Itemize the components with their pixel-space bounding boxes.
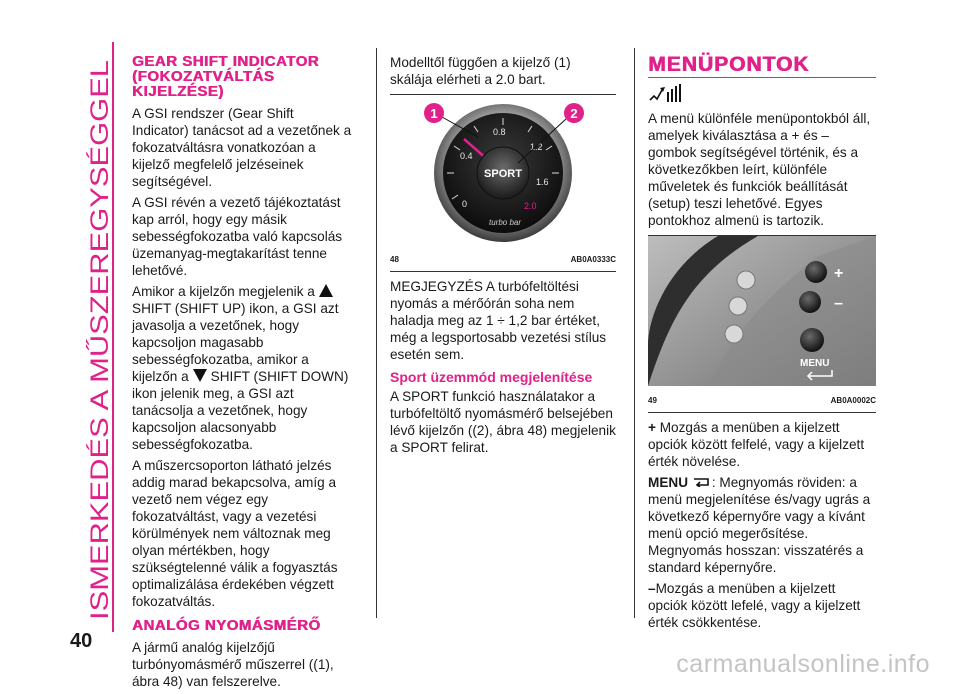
- plus-text: Mozgás a menüben a kijelzett opciók között felfelé, vagy a kijelzett érték növelése.: [648, 420, 865, 469]
- minus-button: [799, 291, 821, 313]
- steering-buttons-illustration: [648, 236, 876, 386]
- gsi-heading-line: (FOKOZATVÁLTÁS: [132, 68, 275, 85]
- gsi-heading-line: KIJELZÉSE): [132, 83, 224, 100]
- menu-button-label: MENU: [800, 358, 830, 369]
- column-divider: [634, 48, 635, 618]
- gsi-heading: [132, 54, 354, 99]
- gsi-heading-line: GEAR SHIFT INDICATOR: [132, 53, 319, 70]
- gsi-paragraph: A GSI révén a vezető tájékoztatást kap arról, hogy egy másik sebességfokozatba való kapcsolás üzemanyag-megtakarítást tenne lehetővé.: [132, 195, 343, 278]
- minus-description: [648, 580, 876, 631]
- figure-49: [648, 235, 876, 413]
- scale-label: 2.0: [524, 201, 537, 211]
- column-menu: [648, 54, 876, 635]
- figure-number: 48: [390, 255, 399, 264]
- minus-symbol: –: [648, 581, 656, 596]
- plus-button: [805, 261, 827, 283]
- sport-mode-paragraph: A SPORT funkció használatakor a turbófeltöltő nyomásmérő belsejében lévő kijelzőn ((2), ábra 48) megjelenik a SPORT felirat.: [390, 389, 616, 455]
- figure-48: [390, 94, 616, 272]
- figure-code: AB0A0002C: [830, 396, 876, 405]
- column-divider: [376, 48, 377, 618]
- plus-symbol: +: [648, 420, 656, 435]
- return-icon: [692, 477, 712, 487]
- note-paragraph: MEGJEGYZÉS A turbófeltöltési nyomás a mérőórán soha nem haladja meg az 1 ÷ 1,2 bar értéket, még a legsportosabb vezetési stílus esetén sem.: [390, 279, 607, 362]
- menu-settings-icon: [648, 84, 682, 104]
- menu-intro-paragraph: A menü különféle menüpontokból áll, amelyek kiválasztása a + és – gombok segítségével történik, és a következőkben leírt, különféle műveletek és funkciók beállítását (setup) teszi lehetővé. Egyes pontokhoz almenü is tartozik.: [648, 111, 871, 228]
- scale-label: 1.2: [530, 142, 543, 152]
- column-turbo: [390, 54, 616, 460]
- shift-up-icon: [319, 284, 333, 297]
- text-span: SHIFT (SHIFT UP) ikon, a GSI azt javasolja a vezetőnek, hogy kapcsoljon magasabb sebességfokozatba, amikor a kijelzőn a: [132, 301, 339, 384]
- figure-48-caption: [390, 249, 616, 271]
- menu-section-title: MENÜPONTOK: [648, 53, 810, 76]
- column-gsi: [132, 54, 354, 694]
- page-number: 40: [70, 630, 93, 652]
- scale-label: 0.4: [460, 151, 473, 161]
- text-span: SHIFT (SHIFT DOWN) ikon jelenik meg, a GSI azt tanácsolja a vezetőnek, hogy kapcsoljon alacsonyabb sebességfokozatba.: [132, 369, 349, 452]
- title-rule: [648, 77, 876, 78]
- aux-button: [729, 297, 747, 315]
- watermark: carmanualsonline.info: [676, 650, 930, 678]
- turbo-gauge-illustration: [390, 95, 616, 245]
- minus-button-label: –: [834, 295, 843, 312]
- shift-down-icon: [193, 369, 207, 382]
- aux-button: [725, 325, 743, 343]
- gsi-paragraph: A műszercsoporton látható jelzés addig marad bekapcsolva, amíg a vezető nem végez egy fokozatváltást, vagy a vezetési körülmények nem változnak meg olyan mértékben, hogy szükségtelenné válik a fogyasztás optimalizálása érdekében végzett fokozatváltás.: [132, 458, 338, 609]
- callout-1-label: 1: [430, 106, 438, 121]
- analog-gauge-paragraph: A jármű analóg kijelzőjű turbónyomásmérő műszerrel ((1), ábra 48) van felszerelve.: [132, 640, 334, 689]
- text-span: Amikor a kijelzőn megjelenik a: [132, 284, 315, 299]
- side-divider-line: [112, 42, 114, 632]
- scale-label: 0: [462, 199, 468, 209]
- turbo-paragraph: Modelltől függően a kijelző (1) skálája elérheti a 2.0 bart.: [390, 55, 571, 87]
- plus-description: [648, 419, 876, 470]
- menu-text: : Megnyomás röviden: a menü megjelenítése és/vagy ugrás a következő képernyőre vagy a kívánt menü opció megerősítése. Megnyomás hosszan: visszatérés a standard képernyőre.: [648, 475, 871, 575]
- figure-49-caption: [648, 390, 876, 412]
- gsi-paragraph: A GSI rendszer (Gear Shift Indicator) tanácsot ad a vezetőnek a fokozatváltásra vonatkozóan a kijelző megfelelő jelzéseinek segítségével.: [132, 106, 352, 189]
- turbo-bar-label: turbo bar: [488, 218, 522, 227]
- side-title: [84, 42, 114, 622]
- sport-mode-subheading: Sport üzemmód megjelenítése: [390, 369, 593, 385]
- figure-code: AB0A0333C: [570, 255, 616, 264]
- side-title-text: ISMERKEDÉS A MŰSZEREGYSÉGGEL: [86, 167, 114, 620]
- menu-word: MENU: [648, 475, 689, 490]
- scale-label: 0.8: [493, 127, 506, 137]
- figure-number: 49: [648, 396, 657, 405]
- scale-label: 1.6: [536, 177, 549, 187]
- plus-button-label: +: [834, 265, 844, 282]
- minus-text: Mozgás a menüben a kijelzett opciók között lefelé, vagy a kijelzett érték csökkentése.: [648, 581, 861, 630]
- callout-2-label: 2: [570, 106, 578, 121]
- analog-gauge-heading: ANALÓG NYOMÁSMÉRŐ: [132, 617, 321, 634]
- gsi-shift-paragraph: [132, 283, 354, 453]
- aux-button: [737, 271, 755, 289]
- menu-description: [648, 474, 876, 576]
- menu-button: [800, 328, 824, 352]
- sport-label: SPORT: [484, 168, 522, 180]
